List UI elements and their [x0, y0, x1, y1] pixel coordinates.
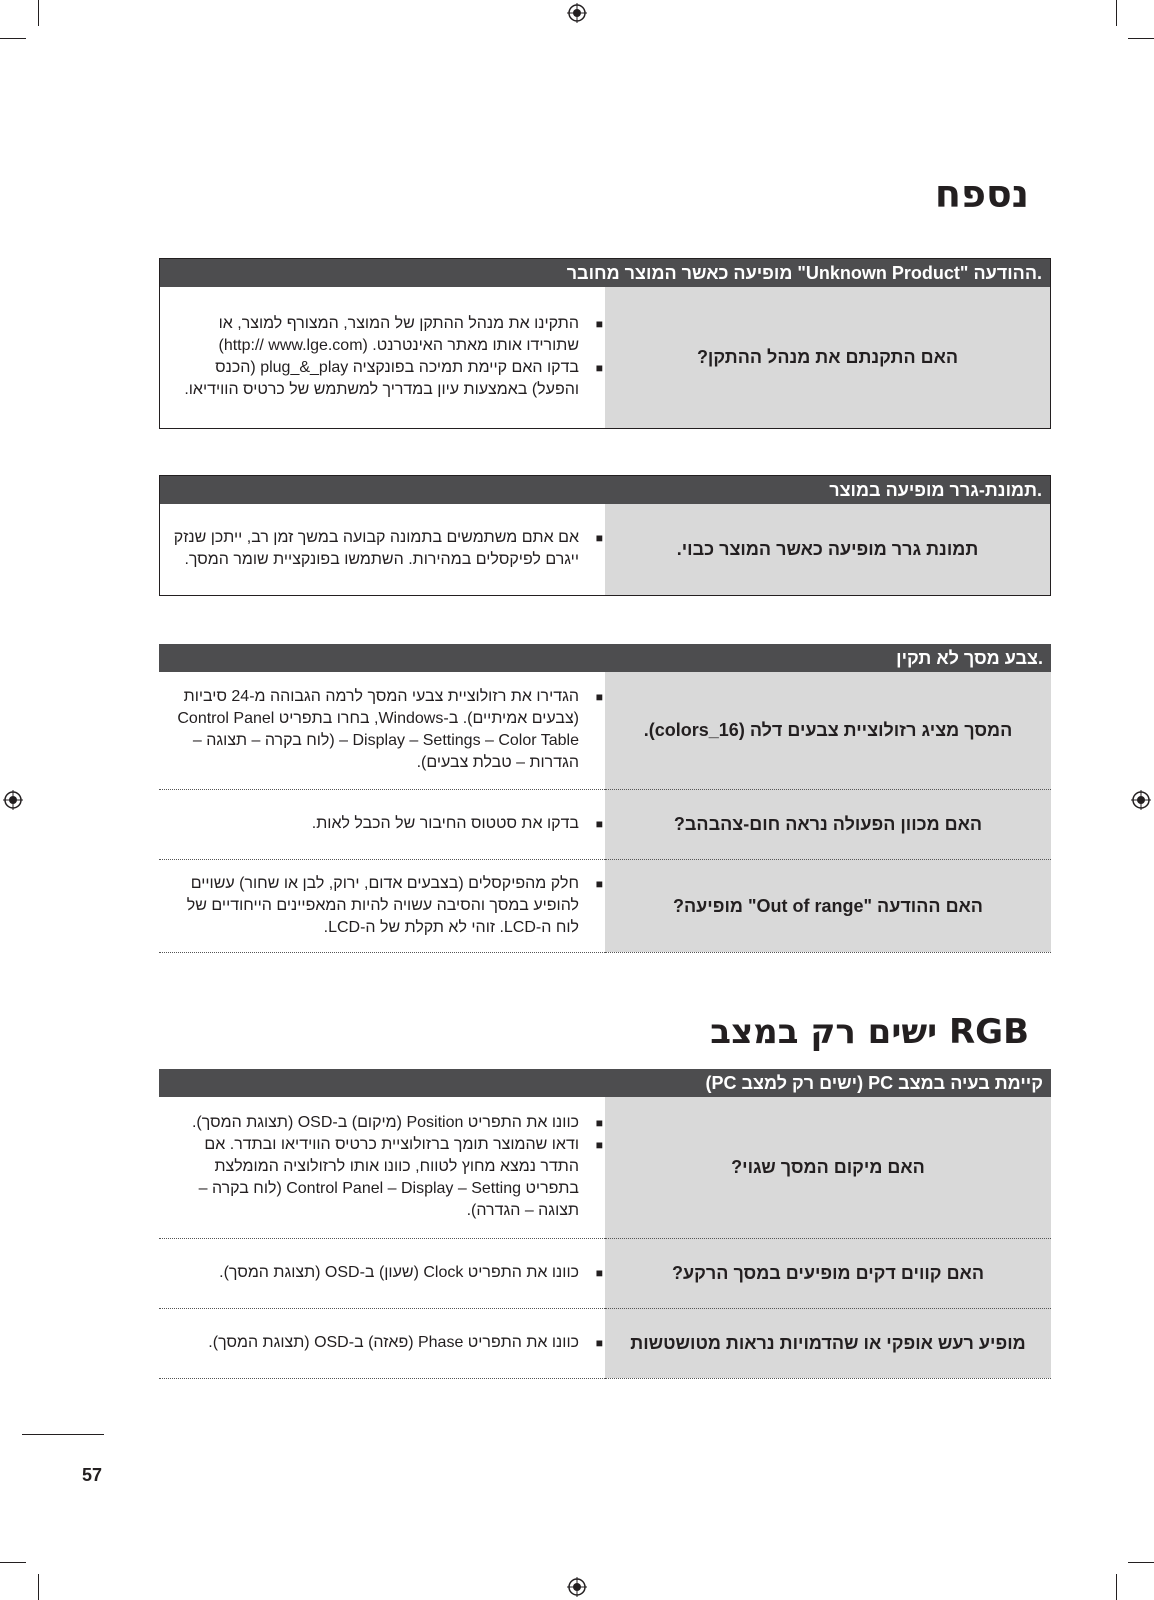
- answer-cell: [160, 287, 606, 428]
- answer-item: ■ אם אתם משתמשים בתמונה קבועה במשך זמן רב, ייתכן שנזק ייגרם לפיקסלים במהירות. השתמשו בפונקציית שומר המסך.: [172, 527, 583, 571]
- answer-item: ■ הגדירו את רזולוציית צבעי המסך לרמה הגבוהה מ-24 סיביות (צבעים אמיתיים). ב-Windows, בחרו בתפריט Control Panel – Display – Settings – Color Table (לוח בקרה – תצוגה – הגדרות – טבלת צבעים).: [171, 686, 583, 774]
- answer-cell: [159, 672, 605, 789]
- page-number: 57: [82, 1465, 103, 1485]
- crop-mark: [38, 0, 39, 26]
- table-row: [159, 1308, 1051, 1378]
- table-header: .צבע מסך לא תקין: [159, 644, 1051, 672]
- troubleshoot-table-pc-mode: [159, 1069, 1051, 1379]
- answer-item: ■ כוונו את התפריט Clock (שעון) ב-OSD (תצוגת המסך).: [171, 1262, 583, 1284]
- registration-mark-icon: [567, 1577, 587, 1597]
- crop-mark: [1128, 1562, 1154, 1563]
- question-cell: האם ההודעה "Out of range" מופיעה?: [605, 859, 1051, 952]
- answer-cell: [159, 859, 605, 952]
- question-cell: האם מכוון הפעולה נראה חום-צהבהב?: [605, 789, 1051, 859]
- answer-item: ■ בדקו האם קיימת תמיכה בפונקציה plug_&_play (הכנס והפעל) באמצעות עיון במדריך למשתמש של כרטיס הווידיאו.: [172, 357, 583, 401]
- answer-cell: [159, 789, 605, 859]
- section-title-appendix: נספח: [934, 172, 1029, 216]
- troubleshoot-table-screen-color: [159, 644, 1051, 953]
- answer-item: ■ חלק מהפיקסלים (בצבעים אדום, ירוק, לבן או שחור) עשויים להופיע במסך והסיבה עשויה להיות המאפיינים הייחודיים של לוח ה-LCD. זוהי לא תקלת של ה-LCD.: [171, 873, 583, 939]
- table-row: [160, 287, 1051, 428]
- answer-cell: [159, 1238, 605, 1308]
- crop-mark: [1116, 1574, 1117, 1600]
- crop-mark: [0, 38, 26, 39]
- troubleshoot-table-afterimage: [159, 475, 1051, 596]
- crop-mark: [1116, 0, 1117, 26]
- section-title-rgb: RGB ישים רק במצב: [710, 1012, 1029, 1052]
- registration-mark-icon: [3, 790, 23, 810]
- question-cell: המסך מציג רזולוציית צבעים דלה (16_colors).: [605, 672, 1051, 789]
- table-header: .ההודעה "Unknown Product" מופיעה כאשר המוצר מחובר: [160, 259, 1051, 288]
- question-cell: האם קווים דקים מופיעים במסך הרקע?: [605, 1238, 1051, 1308]
- troubleshoot-table-unknown-product: [159, 258, 1051, 429]
- question-cell: תמונת גרר מופיעה כאשר המוצר כבוי.: [605, 504, 1051, 595]
- table-row: [159, 672, 1051, 789]
- table-row: [159, 789, 1051, 859]
- table-row: [159, 1238, 1051, 1308]
- crop-mark: [0, 1562, 26, 1563]
- registration-mark-icon: [567, 3, 587, 23]
- answer-cell: [160, 504, 606, 595]
- answer-item: ■ בדקו את סטטוס החיבור של הכבל לאות.: [171, 813, 583, 835]
- crop-mark: [1128, 38, 1154, 39]
- question-cell: האם התקנתם את מנהל ההתקן?: [605, 287, 1051, 428]
- table-header: קיימת בעיה במצב PC (ישים רק למצב PC): [159, 1069, 1051, 1097]
- answer-item: ■ כוונו את התפריט Phase (פאזה) ב-OSD (תצוגת המסך).: [171, 1332, 583, 1354]
- answer-item: ■ התקינו את מנהל ההתקן של המוצר, המצורף למוצר, או שתורידו אותו מאתר האינטרנט. (http:// www.lge.com): [172, 313, 583, 357]
- answer-cell: [159, 1308, 605, 1378]
- table-row: [159, 1097, 1051, 1238]
- table-row: [159, 859, 1051, 952]
- answer-item: ■ כוונו את התפריט Position (מיקום) ב-OSD (תצוגת המסך).: [171, 1112, 583, 1134]
- table-header: .תמונת-גרר מופיעה במוצר: [160, 476, 1051, 505]
- table-row: [160, 504, 1051, 595]
- crop-mark: [38, 1574, 39, 1600]
- question-cell: מופיע רעש אופקי או שהדמויות נראות מטושטשות: [605, 1308, 1051, 1378]
- answer-cell: [159, 1097, 605, 1238]
- footer-rule: [22, 1434, 104, 1435]
- question-cell: האם מיקום המסך שגוי?: [605, 1097, 1051, 1238]
- registration-mark-icon: [1131, 790, 1151, 810]
- answer-item: ■ ודאו שהמוצר תומך ברזולוציית כרטיס הווידיאו ובתדר. אם התדר נמצא מחוץ לטווח, כוונו אותו לרזולוציה המומלצת בתפריט Control Panel – Display – Setting (לוח בקרה – תצוגה – הגדרה).: [171, 1134, 583, 1222]
